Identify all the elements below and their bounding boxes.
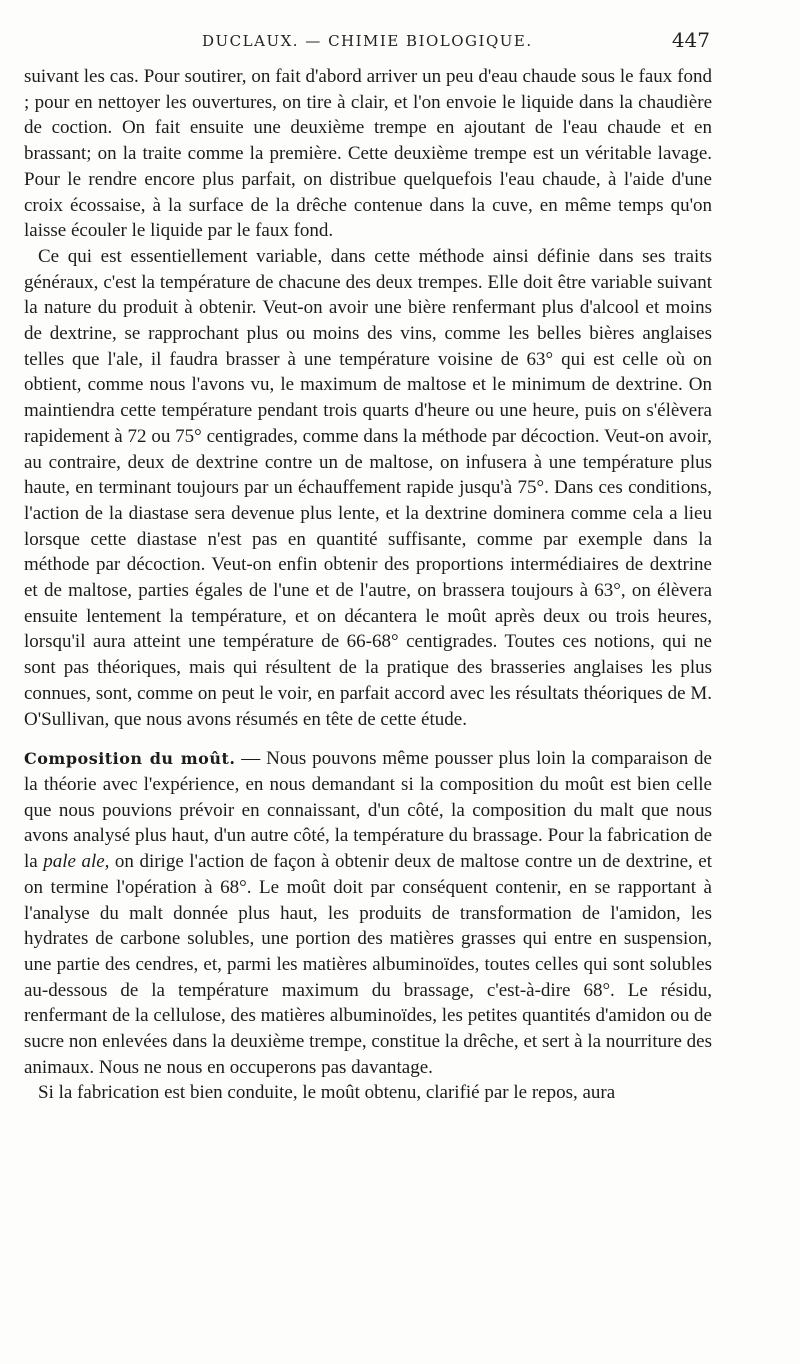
body-text (24, 64, 712, 1106)
section-spacer (24, 732, 712, 746)
section-title: Composition du moût. (24, 749, 236, 769)
page-header (190, 28, 710, 54)
paragraph-2: Ce qui est essentiellement variable, dans cette méthode ainsi définie dans ses traits généraux, c'est la température de chacune des deux trempes. Elle doit être variable suivant la nature du produit à obtenir. Veut-on avoir une bière renfermant plus d'alcool et moins de dextrine, se rapprochant plus ou moins des vins, comme les belles bières anglaises telles que l'ale, il faudra brasser à une température voisine de 63° qui est celle où on obtient, comme nous l'avons vu, le maximum de maltose et le minimum de dextrine. On maintiendra cette température pendant trois quarts d'heure ou une heure, puis on s'élèvera rapidement à 72 ou 75° centigrades, comme dans la méthode par décoction. Veut-on avoir, au contraire, deux de dextrine contre un de maltose, on infusera à une température plus haute, en terminant toujours par un échauffement rapide jusqu'à 75°. Dans ces conditions, l'action de la diastase sera devenue plus lente, et la dextrine dominera comme cela a lieu lorsque cette diastase n'est pas en quantité suffisante, comme par exemple dans la méthode par décoction. Veut-on enfin obtenir des proportions intermédiaires de dextrine et de maltose, parties égales de l'une et de l'autre, on brassera toujours à 63°, on élèvera ensuite lentement la température, et on décantera le moût après deux ou trois heures, lorsqu'il aura atteint une température de 66-68° centigrades. Toutes ces notions, qui ne sont pas théoriques, mais qui résultent de la pratique des brasseries anglaises les plus connues, sont, comme on peut le voir, en parfait accord avec les résultats théoriques de M. O'Sullivan, que nous avons résumés en tête de cette étude. (24, 245, 712, 730)
running-head: DUCLAUX. — CHIMIE BIOLOGIQUE. (202, 32, 533, 50)
paragraph-3 (24, 746, 712, 1080)
page-number: 447 (671, 28, 710, 52)
paragraph-4: Si la fabrication est bien conduite, le moût obtenu, clarifié par le repos, aura (38, 1082, 616, 1104)
paragraph-1: suivant les cas. Pour soutirer, on fait d'abord arriver un peu d'eau chaude sous le faux fond ; pour en nettoyer les ouvertures, on tire à clair, et l'on envoie le liquide dans la chaudière de coction. On fait ensuite une deuxième trempe en ajoutant de l'eau chaude et en brassant; on la traite comme la première. Cette deuxième trempe est un véritable lavage. Pour le rendre encore plus parfait, on distribue quelquefois l'eau chaude, à l'aide d'une croix écossaise, à la surface de la drêche contenue dans la cuve, en même temps qu'on laisse écouler le liquide par le faux fond. (24, 66, 712, 242)
paragraph-3-lead: — Nous pouvons même pousser plus loin la comparaison de la théorie avec l'expérience, en nous demandant si la composition du moût est bien celle que nous pouvions prévoir en connaissant, d'un côté, la composition du malt que nous avons analysé plus haut, d'un autre côté, la température du brassage. Pour la fabrication de la (24, 748, 712, 873)
paragraph-3-rest: , on dirige l'action de façon à obtenir deux de maltose contre un de dextrine, et on termine l'opération à 68°. Le moût doit par conséquent contenir, en se rapportant à l'analyse du malt donnée plus haut, les produits de transformation de l'amidon, les hydrates de carbone solubles, une portion des matières grasses qui entre en suspension, une partie des cendres, et, parmi les matières albuminoïdes, toutes celles qui sont solubles au-dessous de la température maximum du brassage, c'est-à-dire 68°. Le résidu, renfermant de la cellulose, des matières albuminoïdes, les petites quantités d'amidon ou de sucre non enlevées dans la deuxième trempe, constitue la drêche, et sert à la nourriture des animaux. Nous ne nous en occuperons pas davantage. (24, 851, 712, 1078)
pale-ale-term: pale ale (43, 851, 105, 873)
